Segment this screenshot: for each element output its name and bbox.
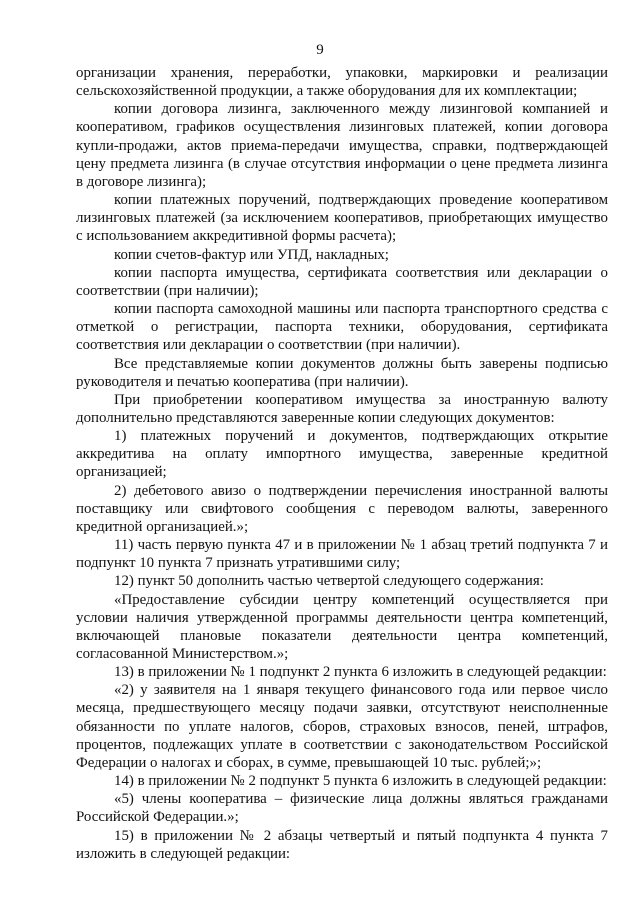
paragraph: «Предоставление субсидии центру компетенций осуществляется при условии наличия утвержденной программы деятельности центра компетенций, включающей плановые показатели деятельности центра компетенций, согласованной Министерством.»; — [76, 591, 608, 662]
document-body — [76, 64, 608, 863]
paragraph: копии договора лизинга, заключенного между лизинговой компанией и кооперативом, графиков осуществления лизинговых платежей, копии договора купли-продажи, актов приема-передачи имущества, справки, подтверждающей цену предмета лизинга (в случае отсутствия информации о цене предмета лизинга в договоре лизинга); — [76, 101, 608, 190]
paragraph: «2) у заявителя на 1 января текущего финансового года или первое число месяца, предшествующего месяцу подачи заявки, отсутствуют неисполненные обязанности по уплате налогов, сборов, страховых взносов, пеней, штрафов, процентов, подлежащих уплате в соответствии с законодательством Российской Федерации о налогах и сборах, в сумме, превышающей 10 тыс. рублей;»; — [76, 682, 608, 771]
paragraph: Все представляемые копии документов должны быть заверены подписью руководителя и печатью кооператива (при наличии). — [76, 355, 608, 390]
paragraph: 13) в приложении № 1 подпункт 2 пункта 6 изложить в следующей редакции: — [114, 664, 607, 681]
paragraph: 1) платежных поручений и документов, подтверждающих открытие аккредитива на оплату импортного имущества, заверенные кредитной организацией; — [76, 428, 608, 481]
paragraph: 11) часть первую пункта 47 и в приложении № 1 абзац третий подпункта 7 и подпункт 10 пункта 7 признать утратившими силу; — [76, 537, 608, 572]
paragraph: 14) в приложении № 2 подпункт 5 пункта 6 изложить в следующей редакции: — [114, 773, 607, 790]
paragraph: копии платежных поручений, подтверждающих проведение кооперативом лизинговых платежей (за исключением кооперативов, приобретающих имущество с использованием аккредитивной формы расчета); — [76, 192, 608, 245]
paragraph: 2) дебетового авизо о подтверждении перечисления иностранной валюты поставщику или свифтового сообщения с переводом валюты, заверенного кредитной организацией.»; — [76, 482, 608, 535]
paragraph: организации хранения, переработки, упаковки, маркировки и реализации сельскохозяйственной продукции, а также оборудования для их комплектации; — [76, 65, 608, 100]
paragraph: При приобретении кооперативом имущества за иностранную валюту дополнительно представляются заверенные копии следующих документов: — [76, 391, 608, 426]
paragraph: копии паспорта самоходной машины или паспорта транспортного средства с отметкой о регистрации, паспорта техники, оборудования, сертификата соответствия или декларации о соответствии (при наличии). — [76, 301, 608, 354]
paragraph: 12) пункт 50 дополнить частью четвертой следующего содержания: — [114, 573, 544, 590]
paragraph: копии паспорта имущества, сертификата соответствия или декларации о соответствии (при наличии); — [76, 264, 608, 299]
paragraph: копии счетов-фактур или УПД, накладных; — [114, 246, 389, 263]
paragraph: 15) в приложении № 2 абзацы четвертый и пятый подпункта 4 пункта 7 изложить в следующей редакции: — [76, 827, 608, 862]
paragraph: «5) члены кооператива – физические лица должны являться гражданами Российской Федерации.»; — [76, 791, 608, 826]
page-number: 9 — [316, 42, 324, 58]
